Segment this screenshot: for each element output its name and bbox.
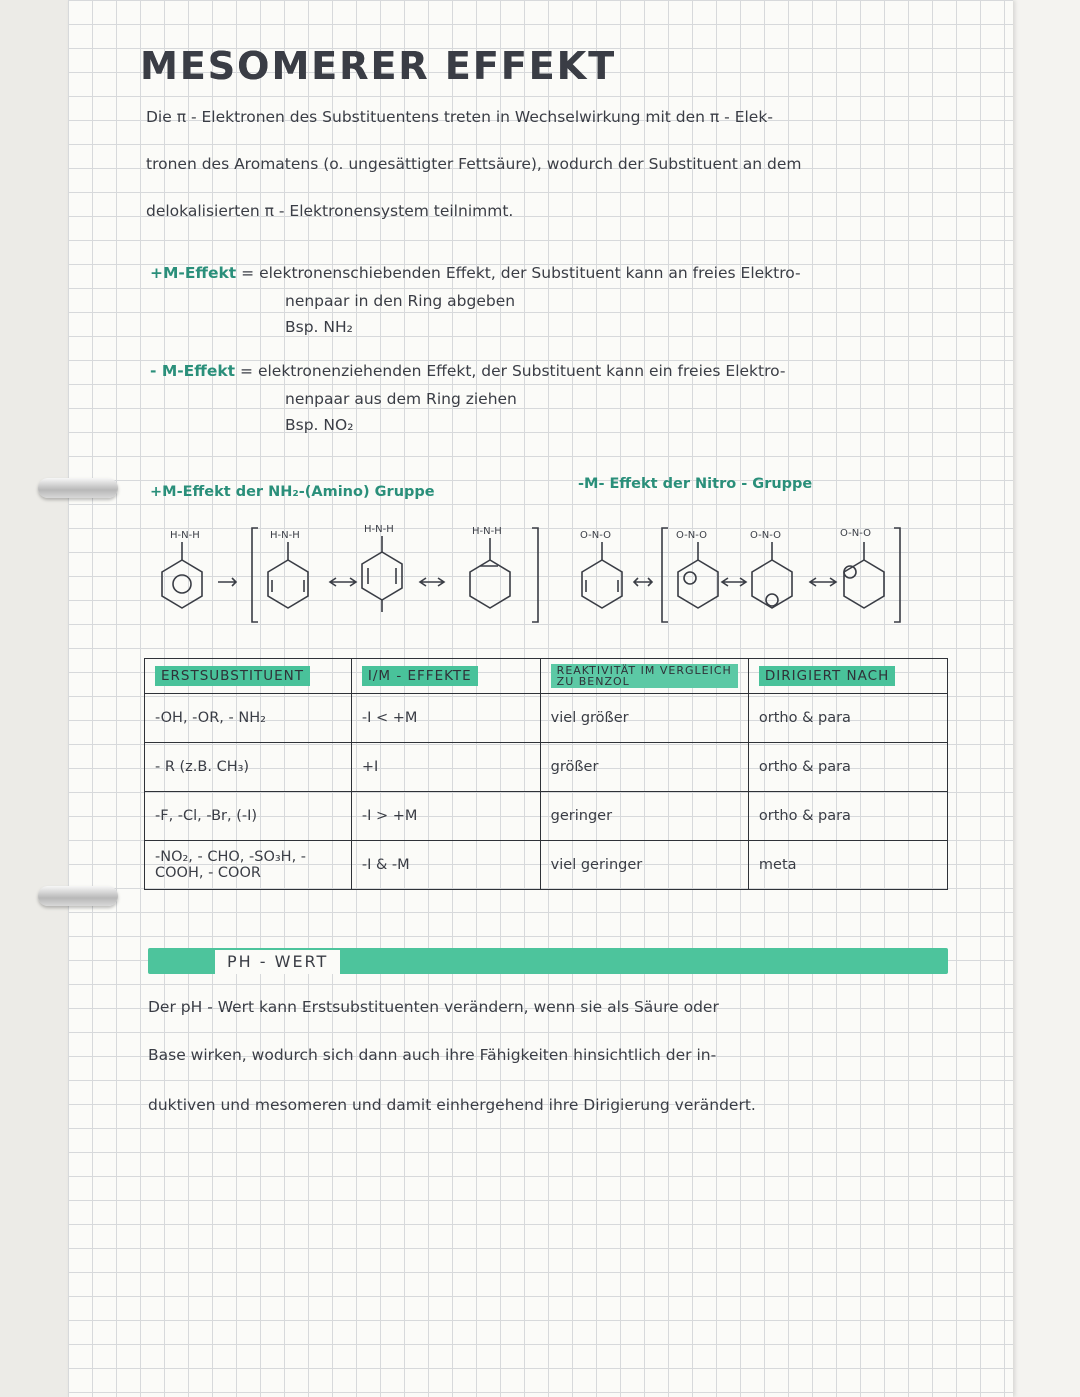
resonance-arrow xyxy=(330,578,356,586)
header-effekte: I/M - EFFEKTE xyxy=(351,659,540,694)
amine-group-label: H-N-H xyxy=(364,524,394,535)
nitro-group-label: O-N-O xyxy=(840,528,871,539)
binder-ring xyxy=(38,478,118,498)
substituent-table xyxy=(144,658,948,890)
plus-m-line-2: nenpaar in den Ring abgeben xyxy=(285,292,516,310)
ph-line-1: Der pH - Wert kann Erstsubstituenten verändern, wenn sie als Säure oder xyxy=(148,998,719,1016)
header-reaktivitaet: REAKTIVITÄT IM VERGLEICH ZU BENZOL xyxy=(540,659,748,694)
cell-substituent: -NO₂, - CHO, -SO₃H, - COOH, - COOR xyxy=(145,841,352,890)
cell-effekte: -I < +M xyxy=(351,694,540,743)
minus-m-example: Bsp. NO₂ xyxy=(285,416,354,434)
resonance-arrow xyxy=(420,578,444,586)
cell-dirigiert: ortho & para xyxy=(748,792,947,841)
bracket xyxy=(662,528,668,622)
minus-m-term: - M-Effekt xyxy=(150,362,236,380)
binder-ring xyxy=(38,886,118,906)
nitro-group-label: O-N-O xyxy=(580,530,611,541)
cell-effekte: +I xyxy=(351,743,540,792)
resonance-arrow xyxy=(634,578,652,586)
cell-dirigiert: meta xyxy=(748,841,947,890)
plus-m-definition xyxy=(150,264,801,282)
cell-dirigiert: ortho & para xyxy=(748,694,947,743)
cell-dirigiert: ortho & para xyxy=(748,743,947,792)
benzene-ring xyxy=(268,542,308,608)
resonance-arrow xyxy=(722,578,746,586)
ph-heading: PH - WERT xyxy=(215,950,340,974)
ph-line-3: duktiven und mesomeren und damit einhergehend ihre Dirigierung verändert. xyxy=(148,1096,756,1114)
nitro-group-label: O-N-O xyxy=(676,530,707,541)
resonance-arrow xyxy=(218,578,236,586)
cell-substituent: -F, -Cl, -Br, (-I) xyxy=(145,792,352,841)
bracket xyxy=(532,528,538,622)
table-header-row xyxy=(145,659,948,694)
minus-m-definition xyxy=(150,362,786,380)
cell-reaktivitaet: größer xyxy=(540,743,748,792)
nitro-group-label: O-N-O xyxy=(750,530,781,541)
table-row xyxy=(145,694,948,743)
cell-effekte: -I > +M xyxy=(351,792,540,841)
minus-m-line-1: elektronenziehenden Effekt, der Substituent kann ein freies Elektro- xyxy=(257,362,786,380)
ph-line-2: Base wirken, wodurch sich dann auch ihre Fähigkeiten hinsichtlich der in- xyxy=(148,1046,717,1064)
cell-reaktivitaet: viel größer xyxy=(540,694,748,743)
bracket xyxy=(894,528,900,622)
header-dirigiert: DIRIGIERT NACH xyxy=(748,659,947,694)
binder-margin xyxy=(0,0,68,1397)
resonance-arrow xyxy=(810,578,836,586)
benzene-ring xyxy=(162,542,202,608)
minus-m-equals: = xyxy=(240,362,253,380)
benzene-ring xyxy=(362,536,402,612)
benzene-ring xyxy=(752,542,792,608)
plus-m-line-1: elektronenschiebenden Effekt, der Substituent kann an freies Elektro- xyxy=(259,264,801,282)
plus-m-term: +M-Effekt xyxy=(150,264,237,282)
amine-group-label: H-N-H xyxy=(170,530,200,541)
cell-substituent: - R (z.B. CH₃) xyxy=(145,743,352,792)
table-row xyxy=(145,841,948,890)
table-row xyxy=(145,792,948,841)
benzene-ring xyxy=(678,542,718,608)
cell-reaktivitaet: geringer xyxy=(540,792,748,841)
nitro-diagram-title: -M- Effekt der Nitro - Gruppe xyxy=(578,476,813,492)
bracket xyxy=(252,528,258,622)
benzene-ring xyxy=(470,538,510,608)
page-title: MESOMERER EFFEKT xyxy=(140,44,617,88)
cell-substituent: -OH, -OR, - NH₂ xyxy=(145,694,352,743)
benzene-ring xyxy=(844,542,884,608)
amine-diagram-title: +M-Effekt der NH₂-(Amino) Gruppe xyxy=(150,484,435,500)
intro-line-1: Die π - Elektronen des Substituentens treten in Wechselwirkung mit den π - Elek- xyxy=(146,108,773,126)
benzene-ring xyxy=(582,542,622,608)
plus-m-example: Bsp. NH₂ xyxy=(285,318,353,336)
amine-group-label: H-N-H xyxy=(472,526,502,537)
table-row xyxy=(145,743,948,792)
intro-line-2: tronen des Aromatens (o. ungesättigter Fettsäure), wodurch der Substituent an dem xyxy=(146,155,802,173)
cell-effekte: -I & -M xyxy=(351,841,540,890)
header-erstsubstituent: ERSTSUBSTITUENT xyxy=(145,659,352,694)
amine-group-label: H-N-H xyxy=(270,530,300,541)
cell-reaktivitaet: viel geringer xyxy=(540,841,748,890)
plus-m-equals: = xyxy=(241,264,255,282)
intro-line-3: delokalisierten π - Elektronensystem teilnimmt. xyxy=(146,202,514,220)
minus-m-line-2: nenpaar aus dem Ring ziehen xyxy=(285,390,517,408)
resonance-diagram xyxy=(140,500,920,640)
